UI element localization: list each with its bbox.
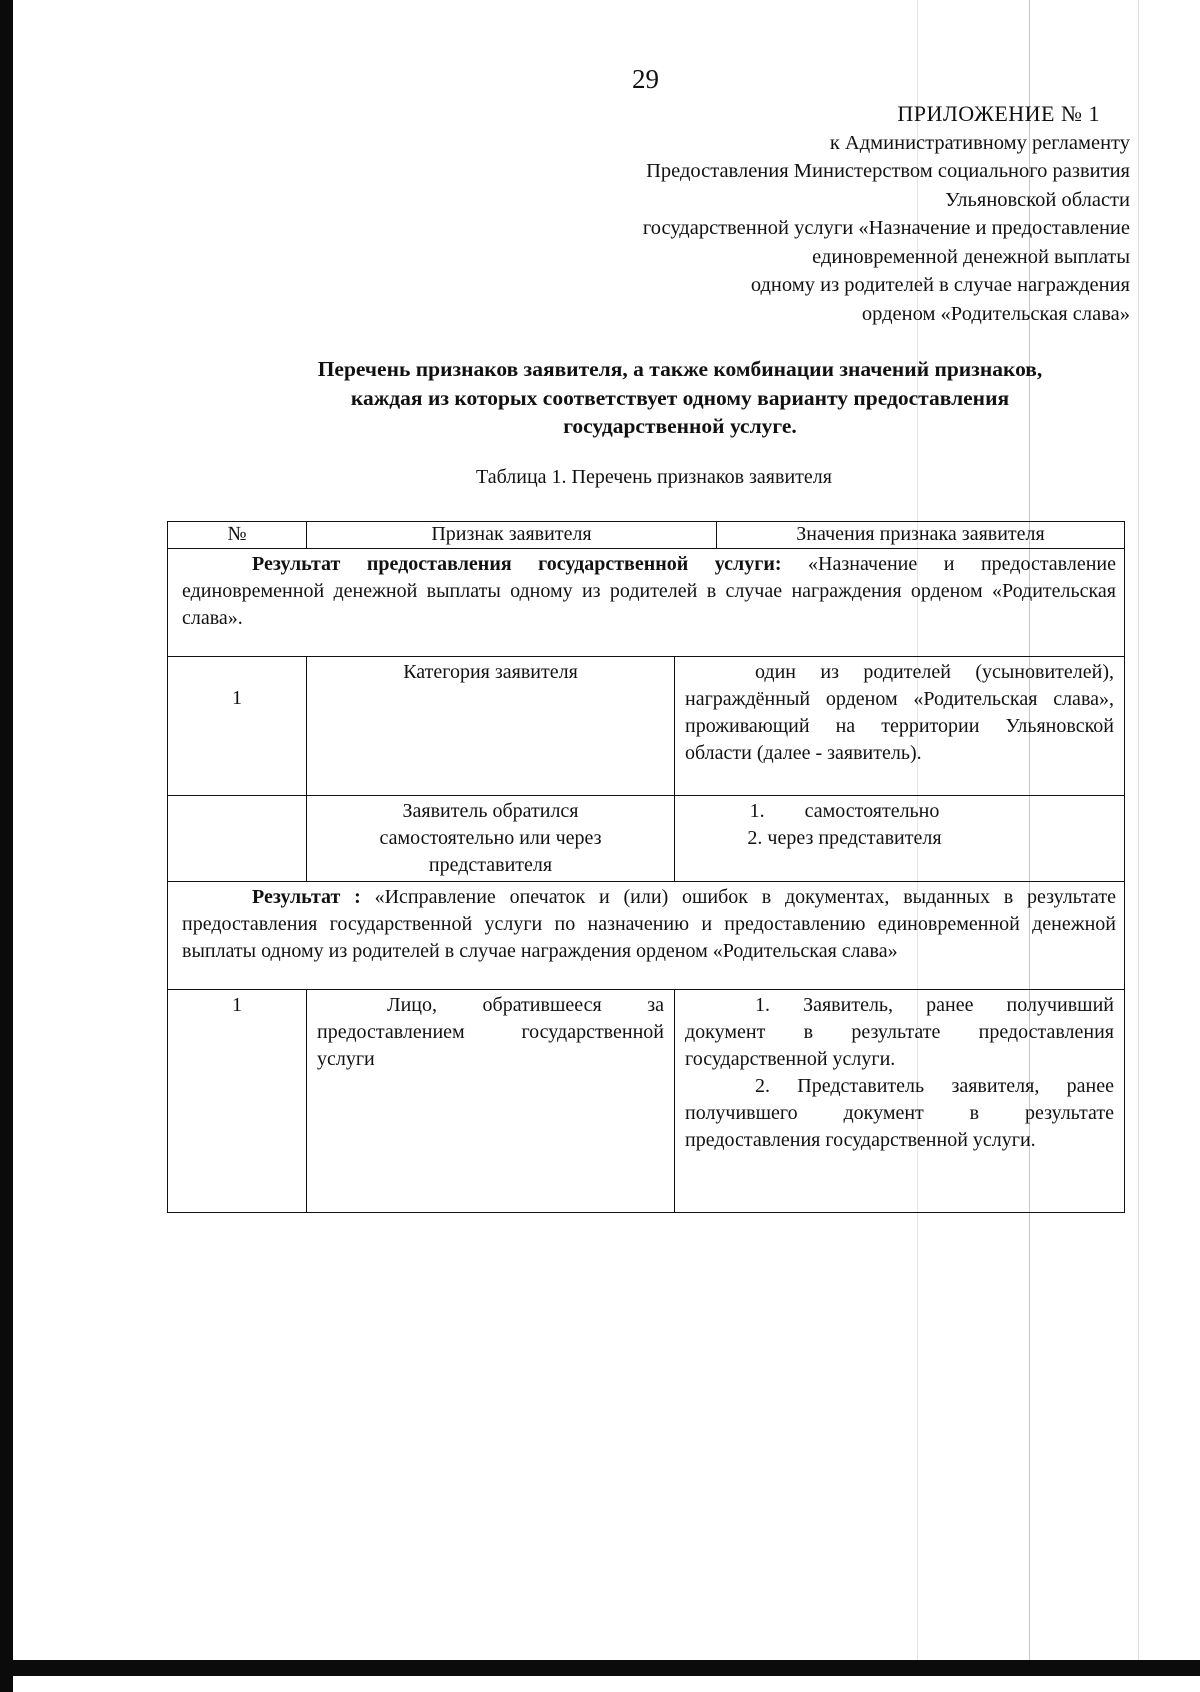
row-number: 1	[232, 994, 242, 1016]
applicant-attributes-table	[167, 521, 1125, 1213]
header-value: Значения признака заявителя	[716, 522, 1124, 548]
row-attribute: Лицо, обратившееся за предоставлением государственной услуги	[306, 990, 674, 1212]
row-value	[674, 796, 1124, 881]
document-title-line: каждая из которых соответствует одному варианту предоставления	[350, 385, 1010, 410]
document-title	[230, 355, 1130, 441]
result-label: Результат :	[252, 886, 361, 908]
approval-title: ПРИЛОЖЕНИЕ № 1	[897, 101, 1100, 126]
approval-line: единовременной денежной выплаты	[812, 245, 1130, 268]
result-row	[167, 549, 1125, 657]
row-number	[168, 796, 306, 881]
approval-line: Предоставления Министерством социального развития	[646, 160, 1130, 182]
table-header-row	[167, 521, 1125, 549]
table-caption: Таблица 1. Перечень признаков заявителя	[476, 466, 832, 488]
row-attribute: Заявитель обратился самостоятельно или через представителя	[306, 796, 674, 881]
scan-bottom-edge	[0, 1660, 1200, 1676]
scan-left-edge	[0, 0, 13, 1692]
document-title-line: государственной услуге.	[563, 414, 797, 438]
page-number: 29	[632, 64, 659, 94]
approval-line: Ульяновской области	[945, 188, 1130, 211]
approval-line: к Административному регламенту	[829, 131, 1130, 154]
table-row	[167, 990, 1125, 1213]
document-title-line: Перечень признаков заявителя, а также комбинации значений признаков,	[317, 357, 1043, 381]
table-row	[167, 657, 1125, 796]
table-row	[167, 796, 1125, 882]
result-text: «Назначение и предоставление единовременной денежной выплаты одному из родителей в случае награждения орденом «Родительская слава».	[182, 553, 1117, 629]
header-attribute: Признак заявителя	[306, 522, 716, 548]
row-attribute: Категория заявителя	[306, 657, 674, 795]
row-value-text: один из родителей (усыновителей), награждённый орденом «Родительская слава», проживающий на территории Ульяновской области (далее - заявитель).	[685, 661, 1114, 764]
approval-line: государственной услуги «Назначение и предоставление	[642, 217, 1130, 239]
result-row	[167, 882, 1125, 990]
row-value-text: 1. Заявитель, ранее получивший документ в результате предоставления государственной услуги.	[685, 994, 1114, 1070]
header-number: №	[227, 523, 247, 545]
result-cell	[168, 882, 1124, 989]
result-label: Результат предоставления государственной услуги:	[252, 553, 782, 575]
option-representative: 2. через представителя	[747, 827, 942, 849]
option-self: 1. самостоятельно	[749, 800, 940, 822]
approval-line: одному из родителей в случае награждения	[750, 274, 1130, 296]
approval-line: орденом «Родительская слава»	[861, 302, 1130, 325]
row-number: 1	[232, 687, 242, 709]
row-value	[674, 990, 1124, 1212]
approval-block	[643, 100, 1130, 328]
result-text: «Исправление опечаток и (или) ошибок в документах, выданных в результате предоставления государственной услуги по назначению и предоставлению единовременной денежной выплаты одному из родителей в случае награждения орденом «Родительская слава»	[182, 886, 1116, 962]
scan-artifact-line	[1138, 0, 1139, 1660]
row-value-text: 2. Представитель заявителя, ранее получившего документ в результате предоставления государственной услуги.	[685, 1075, 1114, 1151]
row-value	[674, 657, 1124, 795]
result-cell	[168, 549, 1124, 656]
